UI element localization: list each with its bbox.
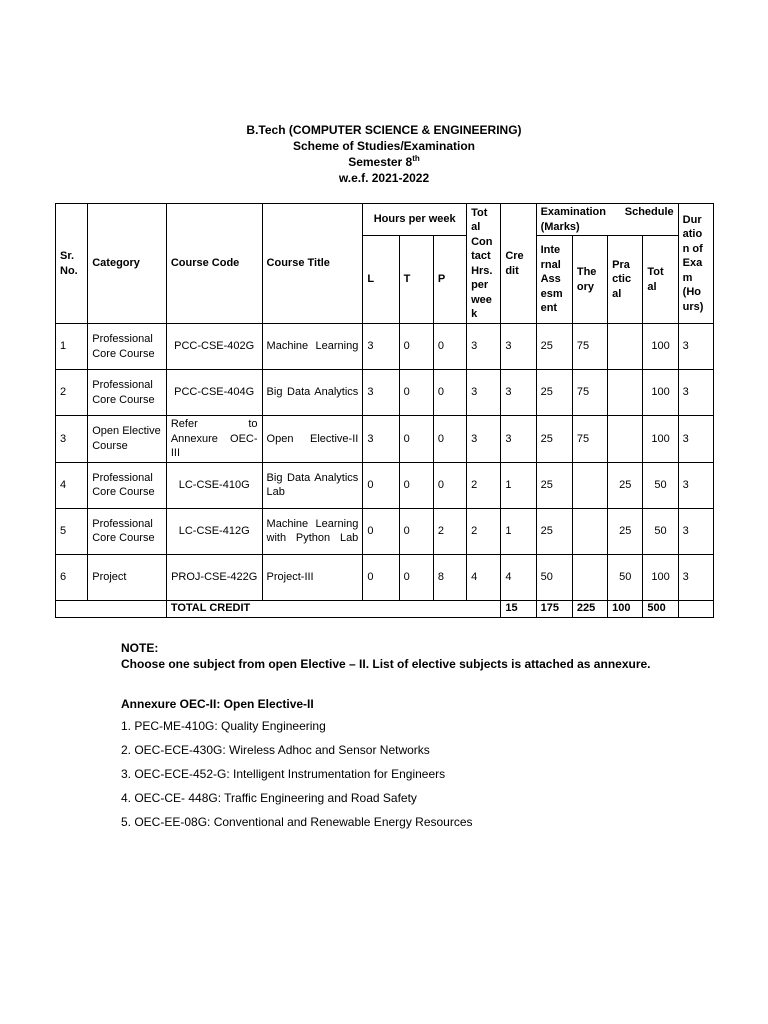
l-cell: 0 bbox=[363, 462, 399, 508]
header-internal: Inte rnal Ass esm ent bbox=[536, 236, 572, 324]
course-title-cell: Big Data Analytics bbox=[262, 370, 363, 416]
contact-hours-cell: 2 bbox=[467, 508, 501, 554]
total-practical: 100 bbox=[608, 600, 643, 617]
header-credit: Cre dit bbox=[501, 204, 536, 324]
practical-cell bbox=[608, 416, 643, 463]
p-cell: 0 bbox=[433, 324, 466, 370]
total-cell: 50 bbox=[643, 462, 678, 508]
header-theory: The ory bbox=[572, 236, 607, 324]
course-code-cell: PROJ-CSE-422G bbox=[166, 554, 262, 600]
duration-cell: 3 bbox=[678, 324, 713, 370]
effective-from: w.e.f. 2021-2022 bbox=[338, 171, 430, 185]
table-row bbox=[56, 554, 714, 600]
sr-no-cell: 3 bbox=[56, 416, 88, 463]
note-text: Choose one subject from open Elective – II. List of elective subjects is attached as annexure. bbox=[121, 657, 651, 671]
internal-cell: 25 bbox=[536, 370, 572, 416]
total-empty bbox=[56, 600, 167, 617]
sr-no-cell: 5 bbox=[56, 508, 88, 554]
total-theory: 225 bbox=[572, 600, 607, 617]
table-row bbox=[56, 416, 714, 463]
category-cell: Professional Core Course bbox=[88, 324, 167, 370]
annexure-item: 5. OEC-EE-08G: Conventional and Renewable Energy Resources bbox=[121, 815, 473, 829]
annexure-item: 4. OEC-CE- 448G: Traffic Engineering and Road Safety bbox=[121, 791, 417, 805]
contact-hours-cell: 4 bbox=[467, 554, 501, 600]
header-total: Tot al bbox=[643, 236, 678, 324]
header-duration: Dur atio n of Exa m (Ho urs) bbox=[678, 204, 713, 324]
practical-cell bbox=[608, 324, 643, 370]
internal-cell: 25 bbox=[536, 416, 572, 463]
total-duration-empty bbox=[678, 600, 713, 617]
header-category: Category bbox=[88, 204, 167, 324]
header-t: T bbox=[399, 236, 433, 324]
internal-cell: 50 bbox=[536, 554, 572, 600]
category-cell: Open Elective Course bbox=[88, 416, 167, 463]
course-title-cell: Machine Learning bbox=[262, 324, 363, 370]
theory-cell: 75 bbox=[572, 324, 607, 370]
total-marks: 500 bbox=[643, 600, 678, 617]
sr-no-cell: 2 bbox=[56, 370, 88, 416]
l-cell: 3 bbox=[363, 416, 399, 463]
theory-cell bbox=[572, 462, 607, 508]
t-cell: 0 bbox=[399, 324, 433, 370]
annexure-item: 2. OEC-ECE-430G: Wireless Adhoc and Sensor Networks bbox=[121, 743, 430, 757]
p-cell: 0 bbox=[433, 370, 466, 416]
table-row bbox=[56, 370, 714, 416]
program-title: B.Tech (COMPUTER SCIENCE & ENGINEERING) bbox=[246, 123, 522, 137]
l-cell: 3 bbox=[363, 370, 399, 416]
header-practical: Pra ctic al bbox=[608, 236, 643, 324]
semester-label: Semester 8 bbox=[348, 155, 413, 169]
header-l: L bbox=[363, 236, 399, 324]
course-title-cell: Machine Learning with Python Lab bbox=[262, 508, 363, 554]
t-cell: 0 bbox=[399, 554, 433, 600]
semester-title bbox=[0, 154, 768, 170]
internal-cell: 25 bbox=[536, 462, 572, 508]
document-header bbox=[0, 122, 768, 186]
table-row bbox=[56, 462, 714, 508]
internal-cell: 25 bbox=[536, 324, 572, 370]
practical-cell bbox=[608, 370, 643, 416]
contact-hours-cell: 2 bbox=[467, 462, 501, 508]
total-cell: 50 bbox=[643, 508, 678, 554]
total-cell: 100 bbox=[643, 416, 678, 463]
annexure-title: Annexure OEC-II: Open Elective-II bbox=[121, 697, 314, 711]
total-internal: 175 bbox=[536, 600, 572, 617]
p-cell: 2 bbox=[433, 508, 466, 554]
course-code-cell: LC-CSE-410G bbox=[166, 462, 262, 508]
duration-cell: 3 bbox=[678, 416, 713, 463]
l-cell: 0 bbox=[363, 508, 399, 554]
total-cell: 100 bbox=[643, 554, 678, 600]
t-cell: 0 bbox=[399, 462, 433, 508]
p-cell: 0 bbox=[433, 416, 466, 463]
header-total-contact: Tot al Con tact Hrs. per wee k bbox=[467, 204, 501, 324]
category-cell: Professional Core Course bbox=[88, 462, 167, 508]
contact-hours-cell: 3 bbox=[467, 416, 501, 463]
course-code-cell: LC-CSE-412G bbox=[166, 508, 262, 554]
duration-cell: 3 bbox=[678, 554, 713, 600]
duration-cell: 3 bbox=[678, 508, 713, 554]
practical-cell: 25 bbox=[608, 462, 643, 508]
total-cell: 100 bbox=[643, 370, 678, 416]
total-credit-row bbox=[56, 600, 714, 617]
course-title-cell: Big Data Analytics Lab bbox=[262, 462, 363, 508]
scheme-table bbox=[55, 203, 714, 618]
p-cell: 8 bbox=[433, 554, 466, 600]
header-sr-no: Sr. No. bbox=[56, 204, 88, 324]
annexure-list bbox=[121, 718, 651, 838]
course-title-cell: Open Elective-II bbox=[262, 416, 363, 463]
note-heading: NOTE: bbox=[121, 641, 159, 655]
internal-cell: 25 bbox=[536, 508, 572, 554]
table-row bbox=[56, 508, 714, 554]
credit-cell: 3 bbox=[501, 416, 536, 463]
course-code-cell: PCC-CSE-402G bbox=[166, 324, 262, 370]
duration-cell: 3 bbox=[678, 370, 713, 416]
l-cell: 0 bbox=[363, 554, 399, 600]
total-credit-label: TOTAL CREDIT bbox=[166, 600, 501, 617]
table-row bbox=[56, 324, 714, 370]
header-course-code: Course Code bbox=[166, 204, 262, 324]
theory-cell: 75 bbox=[572, 416, 607, 463]
scheme-title: Scheme of Studies/Examination bbox=[292, 139, 476, 153]
duration-cell: 3 bbox=[678, 462, 713, 508]
practical-cell: 25 bbox=[608, 508, 643, 554]
course-title-cell: Project-III bbox=[262, 554, 363, 600]
credit-cell: 3 bbox=[501, 324, 536, 370]
category-cell: Professional Core Course bbox=[88, 508, 167, 554]
credit-cell: 1 bbox=[501, 508, 536, 554]
total-credit-value: 15 bbox=[501, 600, 536, 617]
theory-cell bbox=[572, 508, 607, 554]
annexure-item: 3. OEC-ECE-452-G: Intelligent Instrumentation for Engineers bbox=[121, 767, 446, 781]
sr-no-cell: 4 bbox=[56, 462, 88, 508]
t-cell: 0 bbox=[399, 416, 433, 463]
category-cell: Professional Core Course bbox=[88, 370, 167, 416]
header-course-title: Course Title bbox=[262, 204, 363, 324]
header-p: P bbox=[433, 236, 466, 324]
practical-cell: 50 bbox=[608, 554, 643, 600]
sr-no-cell: 1 bbox=[56, 324, 88, 370]
theory-cell bbox=[572, 554, 607, 600]
contact-hours-cell: 3 bbox=[467, 370, 501, 416]
header-hours-per-week: Hours per week bbox=[363, 204, 467, 236]
category-cell: Project bbox=[88, 554, 167, 600]
semester-suffix: th bbox=[412, 154, 420, 163]
credit-cell: 4 bbox=[501, 554, 536, 600]
sr-no-cell: 6 bbox=[56, 554, 88, 600]
credit-cell: 3 bbox=[501, 370, 536, 416]
p-cell: 0 bbox=[433, 462, 466, 508]
credit-cell: 1 bbox=[501, 462, 536, 508]
t-cell: 0 bbox=[399, 508, 433, 554]
total-cell: 100 bbox=[643, 324, 678, 370]
header-exam-schedule: Examination Schedule (Marks) bbox=[536, 204, 678, 236]
course-code-cell: PCC-CSE-404G bbox=[166, 370, 262, 416]
l-cell: 3 bbox=[363, 324, 399, 370]
contact-hours-cell: 3 bbox=[467, 324, 501, 370]
note-section bbox=[121, 640, 651, 838]
t-cell: 0 bbox=[399, 370, 433, 416]
course-code-cell: Refer to Annexure OEC-III bbox=[166, 416, 262, 463]
theory-cell: 75 bbox=[572, 370, 607, 416]
annexure-item: 1. PEC-ME-410G: Quality Engineering bbox=[121, 719, 326, 733]
